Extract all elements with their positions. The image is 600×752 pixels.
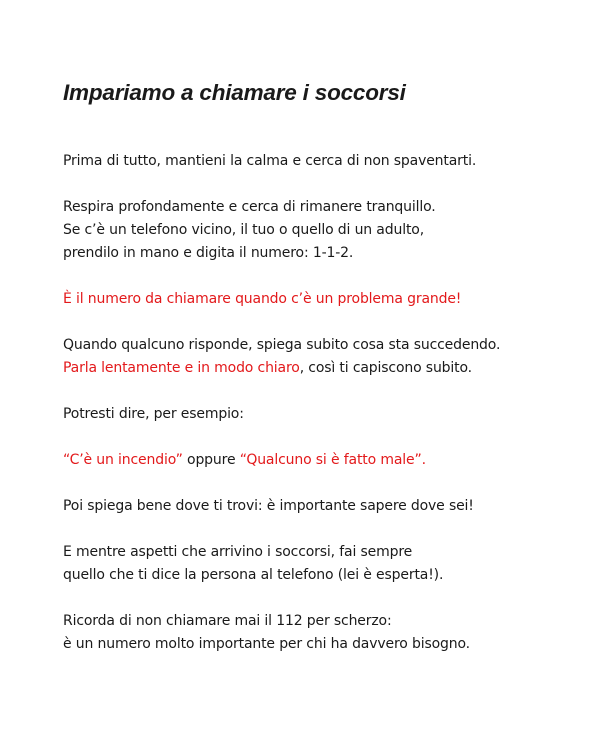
paragraph-wait-line-2: quello che ti dice la persona al telefono (lei è esperta!). [63, 567, 444, 583]
paragraph-phone [63, 196, 583, 265]
example-fire: “C’è un incendio” [63, 452, 183, 468]
page-content [63, 78, 583, 656]
paragraph-warning [63, 610, 583, 656]
page-title: Impariamo a chiamare i soccorsi [63, 80, 406, 105]
paragraph-explain-line-1: Quando qualcuno risponde, spiega subito cosa sta succedendo. [63, 337, 501, 353]
paragraph-location-text: Poi spiega bene dove ti trovi: è importante sapere dove sei! [63, 498, 474, 514]
paragraph-warning-line-1: Ricorda di non chiamare mai il 112 per scherzo: [63, 613, 392, 629]
paragraph-location [63, 495, 583, 518]
example-connector: oppure [182, 452, 240, 468]
paragraph-wait [63, 541, 583, 587]
paragraph-explain-line-2-rest: , così ti capiscono subito. [299, 360, 472, 376]
paragraph-phone-line-2: Se c’è un telefono vicino, il tuo o quello di un adulto, [63, 222, 424, 238]
paragraph-number-highlight [63, 288, 583, 311]
paragraph-number-highlight-text: È il numero da chiamare quando c’è un problema grande! [63, 291, 462, 307]
paragraph-wait-line-1: E mentre aspetti che arrivino i soccorsi, fai sempre [63, 544, 413, 560]
paragraph-examples [63, 449, 583, 472]
example-injury: “Qualcuno si è fatto male”. [239, 452, 426, 468]
paragraph-calm [63, 150, 583, 173]
paragraph-explain-highlight: Parla lentamente e in modo chiaro [63, 360, 300, 376]
paragraph-example-intro [63, 403, 583, 426]
paragraph-calm-text: Prima di tutto, mantieni la calma e cerca di non spaventarti. [63, 153, 477, 169]
paragraph-phone-line-1: Respira profondamente e cerca di rimanere tranquillo. [63, 199, 436, 215]
paragraph-explain [63, 334, 583, 380]
paragraph-phone-line-3: prendilo in mano e digita il numero: 1-1-2. [63, 245, 354, 261]
paragraph-example-intro-text: Potresti dire, per esempio: [63, 406, 244, 422]
paragraph-warning-line-2: è un numero molto importante per chi ha davvero bisogno. [63, 636, 470, 652]
